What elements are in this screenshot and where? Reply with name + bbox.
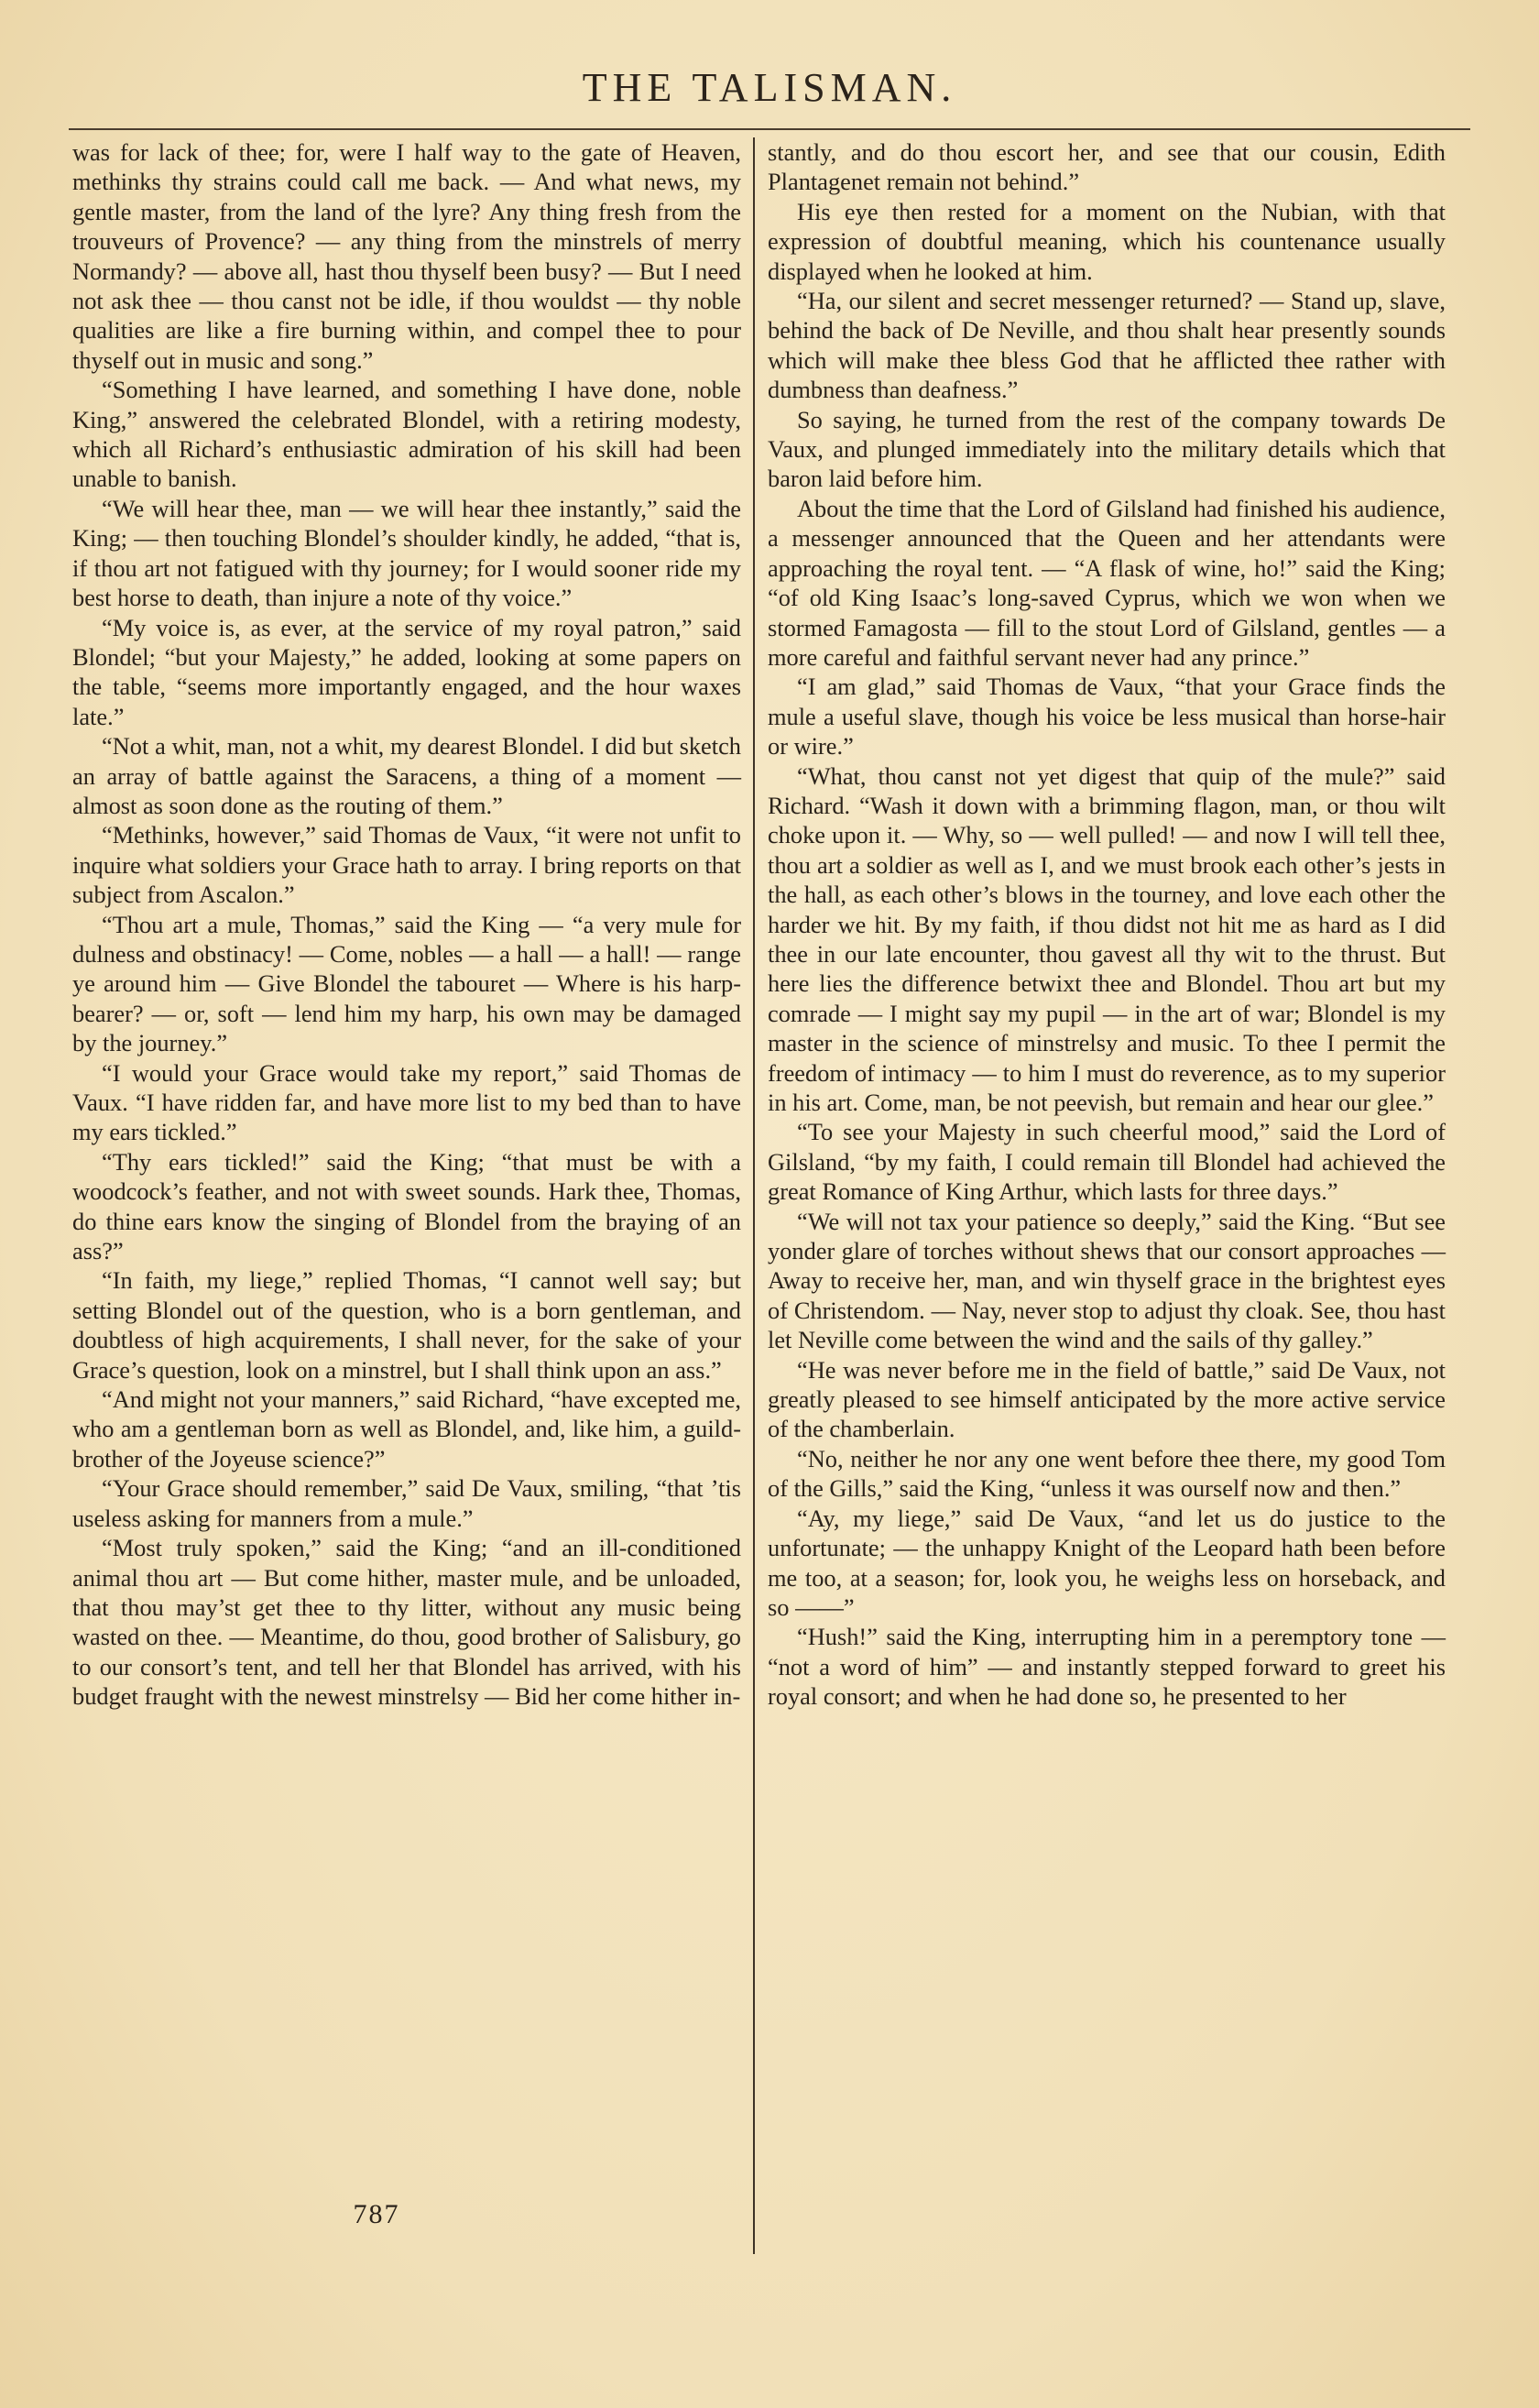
paragraph: “He was never before me in the field of battle,” said De Vaux, not greatly pleased to see himself anticipated by the more active service of the chamberlain. [768,1355,1446,1443]
paragraph: “We will not tax your patience so deeply,” said the King. “But see yonder glare of torches without shews that our consort approaches — Away to receive her, man, and win thyself grace in the brightest eyes of Christendom. — Nay, never stop to adjust thy cloak. See, thou hast let Neville come between the wind and the sails of thy galley.” [768,1207,1446,1354]
header-rule [69,128,1470,130]
paragraph: “I would your Grace would take my report,” said Thomas de Vaux. “I have ridden far, and have more list to my bed than to have my ears tickled.” [72,1058,741,1146]
paragraph: His eye then rested for a moment on the Nubian, with that expression of doubtful meaning, which his countenance usually displayed when he looked at him. [768,197,1446,285]
paragraph: “Ha, our silent and secret messenger returned? — Stand up, slave, behind the back of De Neville, and thou shalt hear presently sounds which will make thee bless God that he afflicted thee rather with dumbness than deafness.” [768,287,1446,404]
paragraph: “I am glad,” said Thomas de Vaux, “that your Grace finds the mule a useful slave, though his voice be less musical than horse-hair or wire.” [768,673,1446,761]
paragraph: “We will hear thee, man — we will hear thee instantly,” said the King; — then touching Blondel’s shoulder kindly, he added, “that is, if thou art not fatigued with thy journey; for I would sooner ride my best horse to death, than injure a note of thy voice.” [72,494,741,612]
paragraph: stantly, and do thou escort her, and see that our cousin, Edith Plantagenet remain not behind.” [768,138,1446,196]
paragraph: “In faith, my liege,” replied Thomas, “I cannot well say; but setting Blondel out of the question, who is a born gentleman, and doubtless of high acquirements, I shall never, for the sake of your Grace’s question, look on a minstrel, but I shall think upon an ass.” [72,1266,741,1384]
paragraph: “Most truly spoken,” said the King; “and an ill-conditioned animal thou art — But come hither, master mule, and be unloaded, that thou may’st get thee to thy litter, without any music being wasted on thee. — Meantime, do thou, good brother of Salisbury, go to our consort’s tent, and tell her that Blondel has arrived, with his budget fraught with the newest minstrelsy — Bid her come hither in- [72,1534,741,1711]
paragraph: “What, thou canst not yet digest that quip of the mule?” said Richard. “Wash it down with a brimming flagon, man, or thou wilt choke upon it. — Why, so — well pulled! — and now I will tell thee, thou art a soldier as well as I, and we must brook each other’s jests in the hall, as each other’s blows in the tourney, and love each other the harder we hit. By my faith, if thou didst not hit me as hard as I did thee in our late encounter, thou gavest all thy wit to the thrust. But here lies the difference betwixt thee and Blondel. Thou art but my comrade — I might say my pupil — in the art of war; Blondel is my master in the science of minstrelsy and music. To thee I permit the freedom of intimacy — to him I must do reverence, as to my superior in his art. Come, man, be not peevish, but remain and hear our glee.” [768,761,1446,1116]
paragraph: So saying, he turned from the rest of the company towards De Vaux, and plunged immediately into the military details which that baron laid before him. [768,405,1446,493]
paragraph: “Methinks, however,” said Thomas de Vaux, “it were not unfit to inquire what soldiers your Grace hath to array. I bring reports on that subject from Ascalon.” [72,821,741,909]
paragraph: “And might not your manners,” said Richard, “have excepted me, who am a gentleman born as well as Blondel, and, like him, a guild-brother of the Joyeuse science?” [72,1385,741,1472]
paragraph: “My voice is, as ever, at the service of my royal patron,” said Blondel; “but your Majesty,” he added, looking at some papers on the table, “seems more importantly engaged, and the hour waxes late.” [72,613,741,730]
left-column [72,137,741,1712]
paragraph: was for lack of thee; for, were I half way to the gate of Heaven, methinks thy strains could call me back. — And what news, my gentle master, from the land of the lyre? Any thing fresh from the trouveurs of Provence? — any thing from the minstrels of merry Normandy? — above all, hast thou thyself been busy? — But I need not ask thee — thou canst not be idle, if thou wouldst — thy noble qualities are like a fire burning within, and compel thee to pour thyself out in music and song.” [72,138,741,374]
paragraph: “No, neither he nor any one went before thee there, my good Tom of the Gills,” said the King, “unless it was ourself now and then.” [768,1444,1446,1503]
paragraph: “Thy ears tickled!” said the King; “that must be with a woodcock’s feather, and not with sweet sounds. Hark thee, Thomas, do thine ears know the singing of Blondel from the braying of an ass?” [72,1147,741,1265]
paragraph: “Your Grace should remember,” said De Vaux, smiling, “that ’tis useless asking for manners from a mule.” [72,1474,741,1532]
paragraph: “Not a whit, man, not a whit, my dearest Blondel. I did but sketch an array of battle against the Saracens, a thing of a moment — almost as soon done as the routing of them.” [72,732,741,819]
paragraph: “Something I have learned, and something I have done, noble King,” answered the celebrated Blondel, with a retiring modesty, which all Richard’s enthusiastic admiration of his skill had been unable to banish. [72,376,741,493]
column-divider [753,137,755,2254]
paragraph: About the time that the Lord of Gilsland had finished his audience, a messenger announced that the Queen and her attendants were approaching the royal tent. — “A flask of wine, ho!” said the King; “of old King Isaac’s long-saved Cyprus, which we won when we stormed Famagosta — fill to the stout Lord of Gilsland, gentles — a more careful and faithful servant never had any prince.” [768,494,1446,671]
running-head: THE TALISMAN. [582,65,957,110]
paragraph: “Ay, my liege,” said De Vaux, “and let us do justice to the unfortunate; — the unhappy Knight of the Leopard hath been before me too, at a season; for, look you, he weighs less on horseback, and so ——” [768,1504,1446,1621]
paragraph: “Hush!” said the King, interrupting him in a peremptory tone — “not a word of him” — and instantly stepped forward to greet his royal consort; and when he had done so, he presented to her [768,1623,1446,1711]
page-number: 787 [353,2199,400,2229]
paragraph: “To see your Majesty in such cheerful mood,” said the Lord of Gilsland, “by my faith, I could remain till Blondel had achieved the great Romance of King Arthur, which lasts for three days.” [768,1118,1446,1206]
right-column [768,137,1446,1712]
paragraph: “Thou art a mule, Thomas,” said the King — “a very mule for dulness and obstinacy! — Come, nobles — a hall — a hall! — range ye around him — Give Blondel the tabouret — Where is his harp-bearer? — or, soft — lend him my harp, his own may be damaged by the journey.” [72,910,741,1057]
